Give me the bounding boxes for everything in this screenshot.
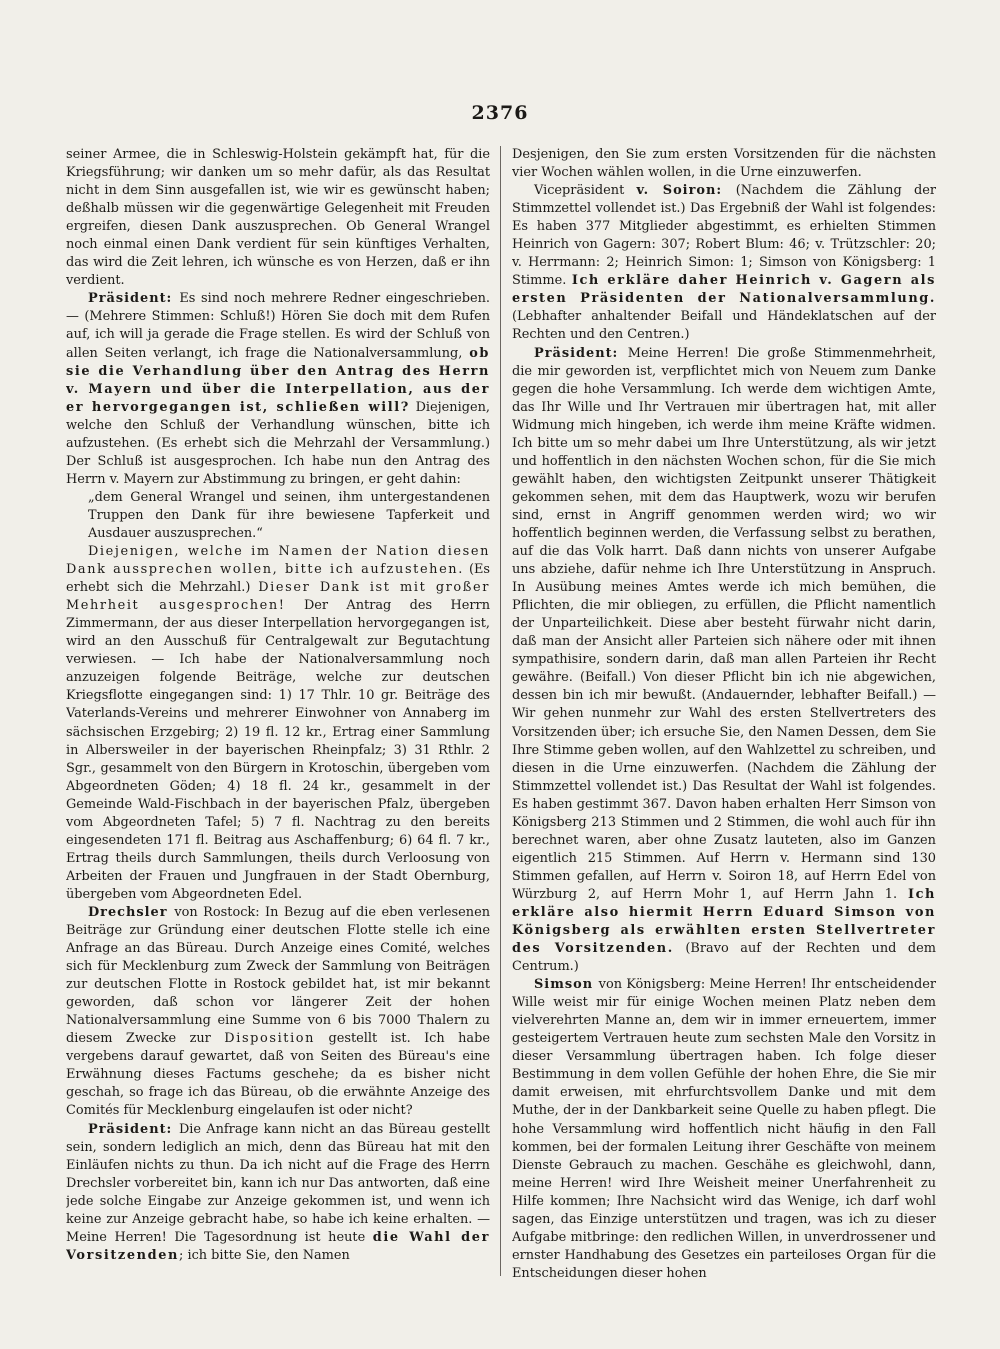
- paragraph: [512, 146, 936, 182]
- text-run: (Lebhafter anhaltender Beifall und Händeklatschen auf der Rechten und den Centren.): [512, 309, 936, 343]
- text-run: seiner Armee, die in Schleswig-Holstein gekämpft hat, für die Kriegsführung; wir danken um so mehr dafür, als das Resultat nicht in dem Sinn ausgefallen ist, wie wir es gewünscht haben; deßhalb müssen wir die gegenwärtige Gelegenheit mit Freuden ergreifen, diesen Dank auszusprechen. Ob General Wrangel noch einmal einen Dank verdient für sein künftiges Verhalten, das wird die Zeit lehren, ich wünsche es von Herzen, daß er ihn verdient.: [66, 147, 490, 289]
- right-column: [512, 146, 936, 1296]
- text-run: ob sie die Verhandlung über den Antrag des Herrn v. Mayern und über die Interpellation, aus der er hervorgegangen ist, schließen will?: [66, 345, 490, 415]
- paragraph: [66, 146, 490, 290]
- text-run: ; ich bitte Sie, den Namen: [179, 1247, 350, 1263]
- text-run: Die Anfrage kann nicht an das Büreau gestellt sein, sondern lediglich an mich, denn das Büreau hat mit den Einläufen nichts zu thun. Da ich nicht auf die Frage des Herrn Drechsler vorbereitet bin, kann ich nur Das antworten, daß eine jede solche Eingabe zur Anzeige gekommen ist, und wenn ich keine zur Anzeige gebracht habe, so habe ich keine erhalten. — Meine Herren! Die Tagesordnung ist heute: [66, 1121, 490, 1245]
- text-run: Vicepräsident: [534, 183, 637, 199]
- text-run: gestellt ist. Ich habe vergebens darauf gewartet, daß von Seiten des Büreau's eine Erwähnung dieses Factums geschehe; da es bisher nicht geschah, so frage ich das Büreau, ob die erwähnte Anzeige des Comités für Mecklenburg eingelaufen ist oder nicht?: [66, 1031, 490, 1119]
- paragraph: [66, 543, 490, 904]
- paragraph: [66, 904, 490, 1121]
- text-run: Desjenigen, den Sie zum ersten Vorsitzenden für die nächsten vier Wochen wählen wollen, in die Urne einzuwerfen.: [512, 147, 936, 181]
- paragraph: [66, 290, 490, 489]
- text-run: Ich erkläre also hiermit Herrn Eduard Simson von Königsberg als erwählten ersten Stellvertreter des Vorsitzenden.: [512, 886, 936, 957]
- column-divider: [500, 146, 501, 1276]
- speaker-name: Simson: [534, 977, 599, 993]
- speaker-name: Drechsler: [88, 904, 175, 920]
- speaker-name: Präsident:: [88, 1121, 179, 1137]
- text-run: (Es erhebt sich die Mehrzahl.): [66, 562, 490, 596]
- paragraph: [512, 976, 936, 1283]
- text-run: Ich erkläre daher Heinrich v. Gagern als ersten Präsidenten der Nationalversammlung.: [512, 273, 936, 307]
- text-run: Disposition: [224, 1031, 316, 1047]
- paragraph: [66, 489, 490, 543]
- text-run: Der Antrag des Herrn Zimmermann, der aus dieser Interpellation hervorgegangen ist, wird an den Ausschuß für Centralgewalt zur Begutachtung verwiesen. — Ich habe der Nationalversammlung noch anzuzeigen folgende Beiträge, welche zur deutschen Kriegsflotte eingegangen sind: 1) 17 Thlr. 10 gr. Beiträge des Vaterlands-Vereins und mehrerer Einwohner von Annaberg im sächsischen Erzgebirg; 2) 19 fl. 12 kr., Ertrag einer Sammlung in Albersweiler in der bayerischen Rheinpfalz; 3) 31 Rthlr. 2 Sgr., gesammelt von den Bürgern in Krotoschin, übergeben vom Abgeordneten Göden; 4) 18 fl. 24 kr., gesammelt in der Gemeinde Wald-Fischbach in der bayerischen Pfalz, übergeben vom Abgeordneten Tafel; 5) 7 fl. Nachtrag zu den bereits eingesendeten 171 fl. Beitrag aus Aschaffenburg; 6) 64 fl. 7 kr., Ertrag theils durch Sammlungen, theils durch Verloosung von Arbeiten der Frauen und Jungfrauen in der Stadt Obernburg, übergeben vom Abgeordneten Edel.: [66, 598, 490, 902]
- text-run: von Königsberg: Meine Herren! Ihr entscheidender Wille weist mir für einige Wochen meinen Platz neben dem vielverehrten Manne an, dem wir in immer erneuertem, immer gesteigertem Vertrauen heute zum sechsten Male den Vorsitz in dieser Versammlung übertragen haben. Ich folge dieser Bestimmung in dem vollen Gefühle der hohen Ehre, die Sie mir damit erweisen, mit ehrfurchtsvollem Danke und mit dem Muthe, der in der Dankbarkeit seine Quelle zu haben pflegt. Die hohe Versammlung wird hoffentlich nicht häufig in den Fall kommen, bei der formalen Leitung ihrer Geschäfte von meinem Dienste Gebrauch zu machen. Geschähe es gleichwohl, dann, meine Herren! wird Ihre Weisheit meiner Unerfahrenheit zu Hilfe kommen; Ihre Nachsicht wird das Wenige, ich darf wohl sagen, das Einzige unterstützen und tragen, was ich zu dieser Aufgabe mitbringe: den redlichen Willen, in unverdrossener und ernster Handhabung des Gesetzes ein parteiloses Organ für die Entscheidungen dieser hohen: [512, 977, 936, 1281]
- text-run: Dieser Dank ist mit großer Mehrheit ausgesprochen!: [66, 580, 490, 614]
- text-run: „dem General Wrangel und seinen, ihm untergestandenen Truppen den Dank für ihre bewiesene Tapferkeit und Ausdauer auszusprechen.“: [88, 489, 490, 541]
- text-run: von Rostock: In Bezug auf die eben verlesenen Beiträge zur Gründung einer deutschen Flotte stelle ich eine Anfrage an das Büreau. Durch Anzeige eines Comité, welches sich für Mecklenburg zum Zweck der Sammlung von Beiträgen zur deutschen Flotte in Rostock gebildet hat, ist mir bekannt geworden, daß schon vor längerer Zeit der hohen Nationalversammlung eine Summe von 6 bis 7000 Thalern zu diesem Zwecke zur: [66, 904, 490, 1047]
- text-run: Es sind noch mehrere Redner eingeschrieben. — (Mehrere Stimmen: Schluß!) Hören Sie doch mit dem Rufen auf, ich will ja gerade die Frage stellen. Es wird der Schluß von allen Seiten verlangt, ich frage die Nationalversammlung,: [66, 291, 490, 361]
- paragraph: [512, 345, 936, 977]
- text-run: (Bravo auf der Rechten und dem Centrum.): [512, 941, 936, 975]
- text-run: Diejenigen, welche im Namen der Nation diesen Dank aussprechen wollen, bitte ich aufzustehen.: [66, 544, 490, 578]
- paragraph: [66, 1121, 490, 1265]
- page-number: 2376: [471, 102, 529, 124]
- paragraph: [512, 182, 936, 344]
- text-run: Meine Herren! Die große Stimmenmehrheit, die mir geworden ist, verpflichtet mich von Neuem zum Danke gegen die hohe Versammlung. Ich werde dem wichtigen Amte, das Ihr Wille und Ihr Vertrauen mir übertragen hat, mit aller Widmung mich hingeben, ich werde ihm meine Kräfte widmen. Ich bitte um so mehr dabei um Ihre Unterstützung, als wir jetzt und hoffentlich in den nächsten Wochen schon, für die Sie mich gewählt haben, den wichtigsten Zeitpunkt unserer Thätigkeit gekommen sehen, mit dem das Hauptwerk, wozu wir berufen sind, ernst in Angriff genommen werden wird; wo wir hoffentlich beginnen werden, die Verfassung selbst zu berathen, auf die das Volk harrt. Daß dann nichts von unserer Aufgabe uns abziehe, dafür nehme ich Ihre Unterstützung in Anspruch. In Ausübung meines Amtes werde ich mich bemühen, die Pflichten, die mir obliegen, zu erfüllen, die Pflicht namentlich der Unparteilichkeit. Diese aber besteht fürwahr nicht darin, daß man der Ansicht aller Parteien sich nähere oder mit ihnen sympathisire, sondern darin, daß man allen Parteien ihr Recht gewähre. (Beifall.) Von dieser Pflicht bin ich nie abgewichen, dessen bin ich mir bewußt. (Andauernder, lebhafter Beifall.) — Wir gehen nunmehr zur Wahl des ersten Stellvertreters des Vorsitzenden über; ich ersuche Sie, den Namen Dessen, dem Sie Ihre Stimme geben wollen, auf den Wahlzettel zu schreiben, und diesen in die Urne einzuwerfen. (Nachdem die Zählung der Stimmzettel vollendet ist.) Das Resultat der Wahl ist folgendes. Es haben gestimmt 367. Davon haben erhalten Herr Simson von Königsberg 213 Stimmen und 2 Stimmen, die wohl auch für ihn berechnet waren, aber ohne Zusatz lauteten, also im Ganzen eigentlich 215 Stimmen. Auf Herrn v. Hermann sind 130 Stimmen gefallen, auf Herrn v. Soiron 18, auf Herrn Edel von Würzburg 2, auf Herrn Mohr 1, auf Herrn Jahn 1.: [512, 345, 936, 902]
- speaker-name: Präsident:: [88, 291, 180, 307]
- speaker-name: Präsident:: [534, 345, 628, 361]
- speaker-name: v. Soiron:: [636, 183, 736, 199]
- left-column: [66, 146, 490, 1296]
- text-run: (Nachdem die Zählung der Stimmzettel vollendet ist.) Das Ergebniß der Wahl ist folgendes: Es haben 377 Mitglieder abgestimmt, es erhielten Stimmen Heinrich von Gagern: 307; Robert Blum: 46; v. Trützschler: 20; v. Herrmann: 2; Heinrich Simon: 1; Simson von Königsberg: 1 Stimme.: [512, 183, 936, 289]
- text-run: Diejenigen, welche den Schluß der Verhandlung wünschen, bitte ich aufzustehen. (Es erhebt sich die Mehrzahl der Versammlung.) Der Schluß ist ausgesprochen. Ich habe nun den Antrag des Herrn v. Mayern zur Abstimmung zu bringen, er geht dahin:: [66, 399, 490, 487]
- text-run: die Wahl der Vorsitzenden: [66, 1229, 490, 1263]
